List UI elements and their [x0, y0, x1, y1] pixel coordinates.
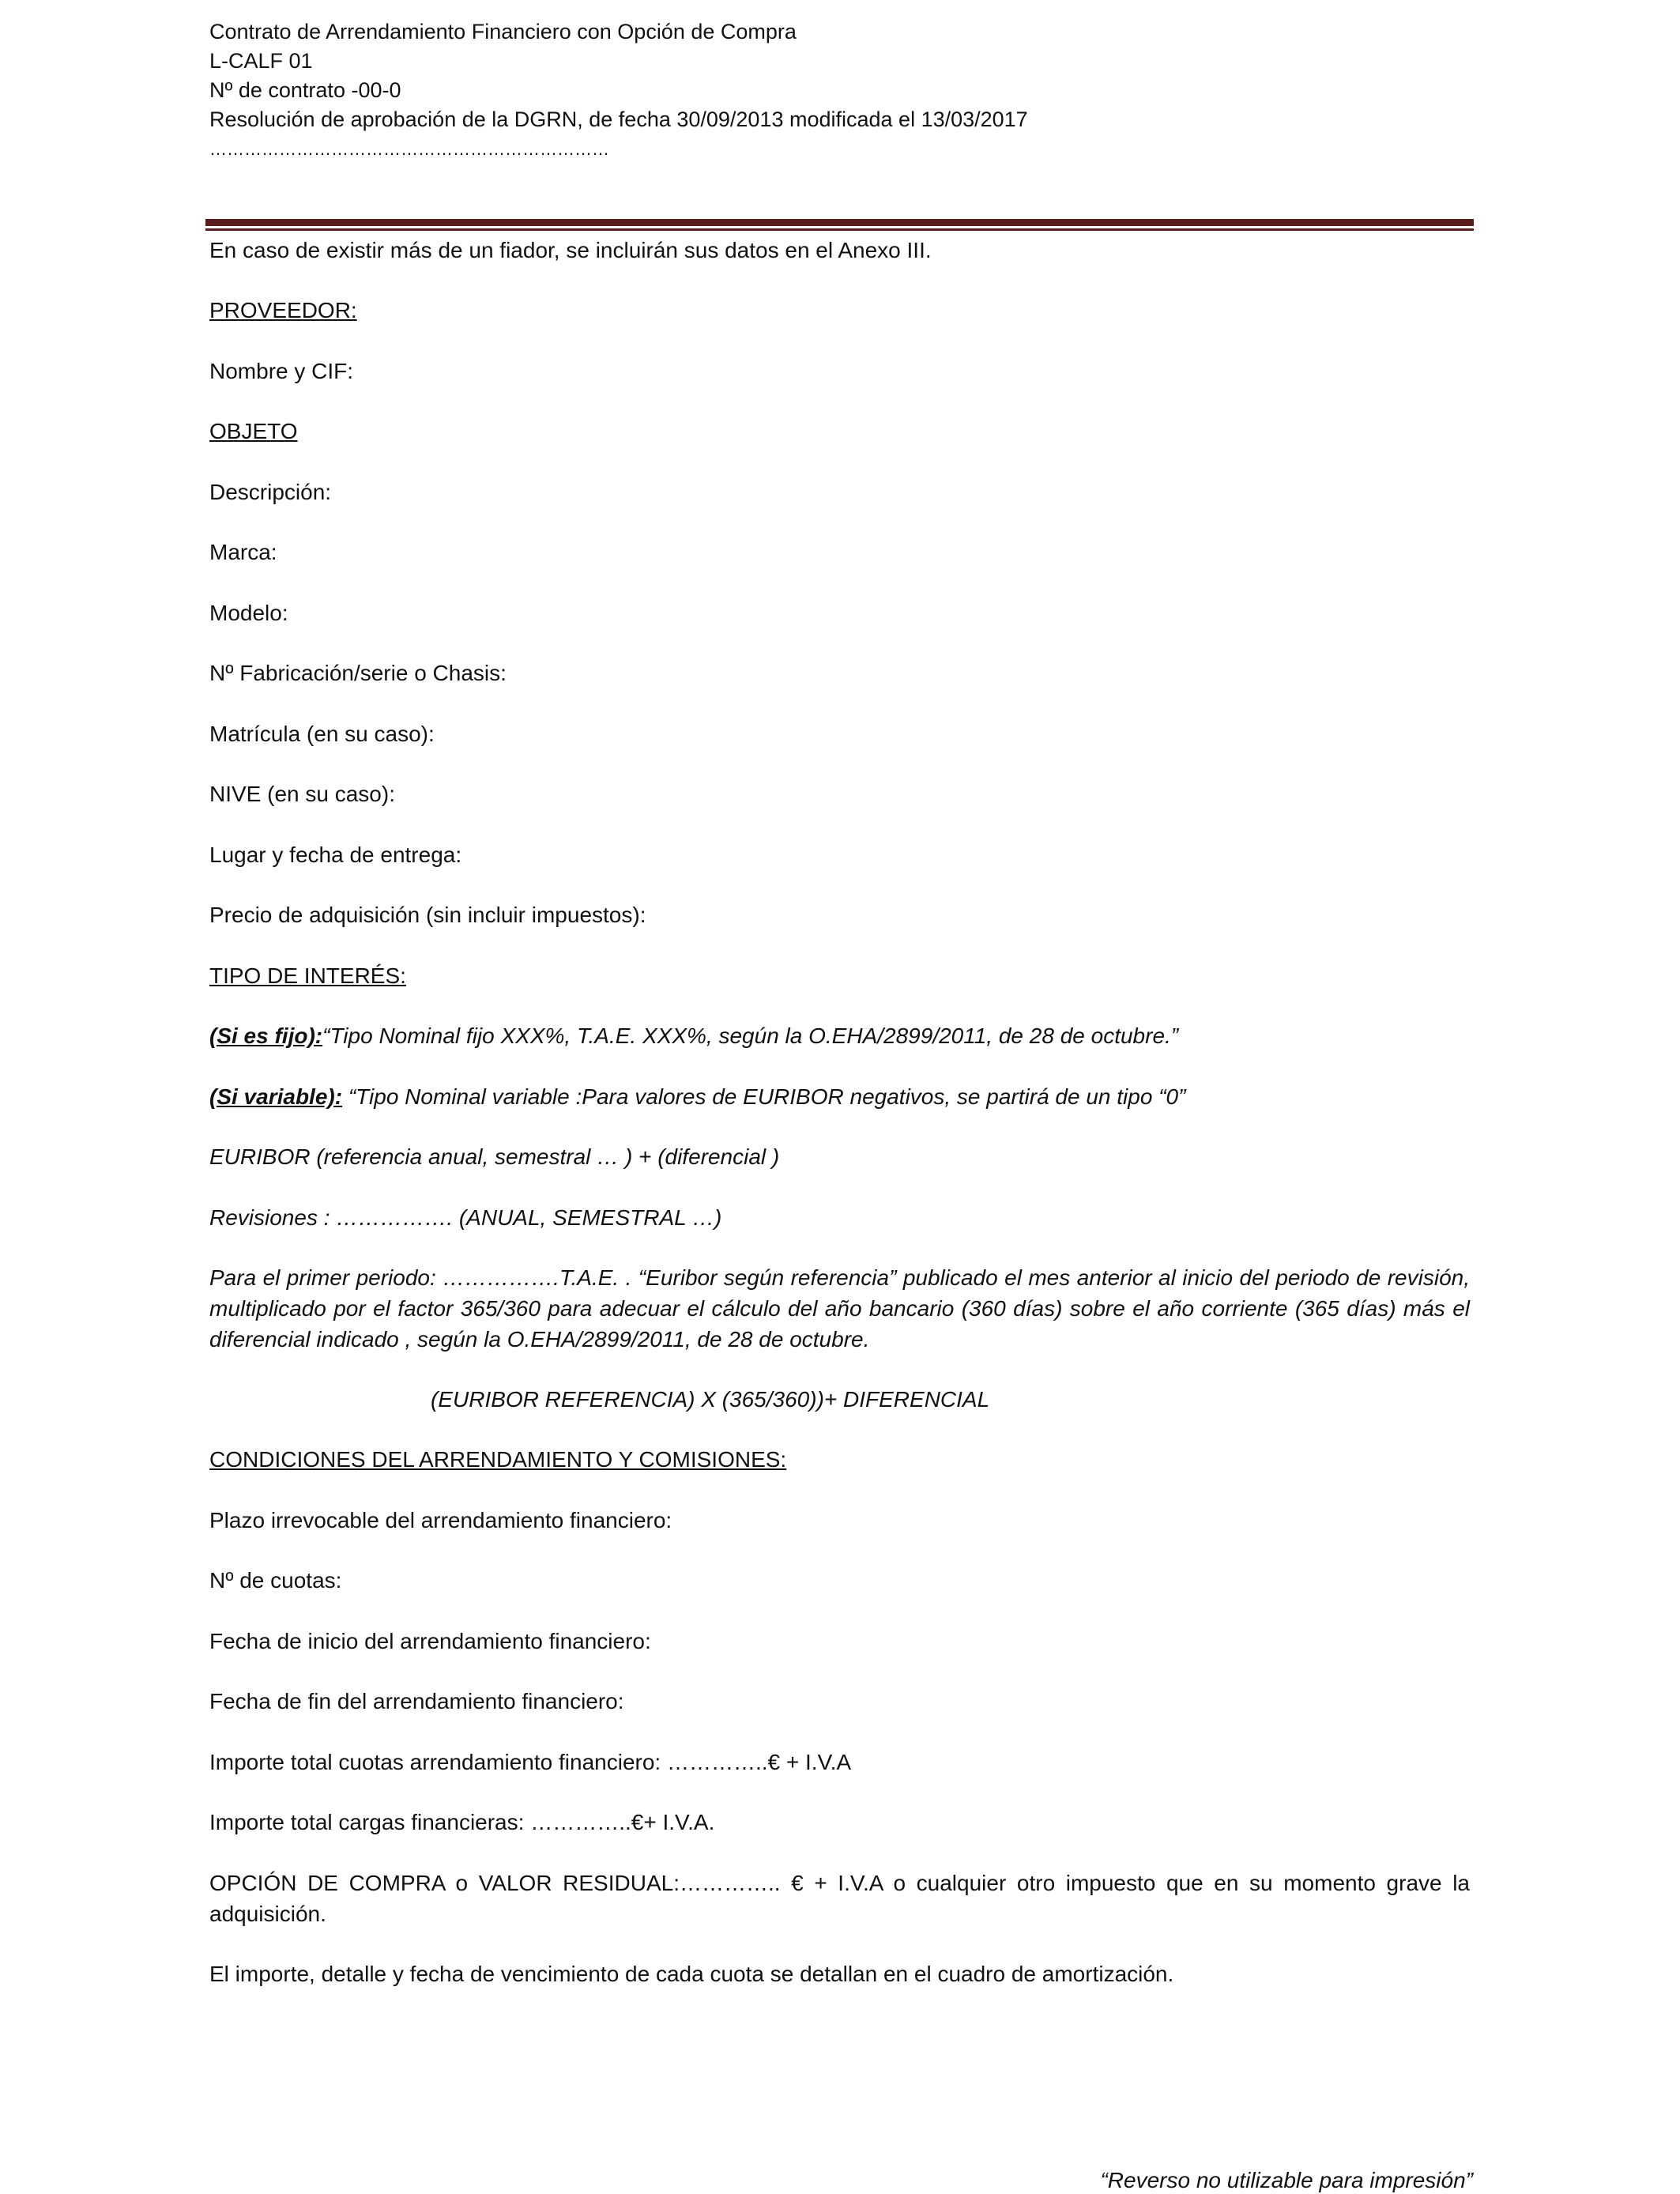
- interes-fijo: [209, 1020, 1470, 1052]
- condiciones-cargas-financieras: Importe total cargas financieras: …………..€+ I.V.A.: [209, 1810, 715, 1834]
- objeto-nive: NIVE (en su caso):: [209, 782, 395, 806]
- objeto-heading: OBJETO: [209, 419, 298, 443]
- objeto-descripcion: Descripción:: [209, 480, 332, 504]
- interes-variable-label: (Si variable):: [209, 1084, 343, 1109]
- header-resolution: Resolución de aprobación de la DGRN, de fecha 30/09/2013 modificada el 13/03/2017: [209, 107, 1028, 131]
- proveedor-heading: PROVEEDOR:: [209, 298, 357, 322]
- fiador-note: [209, 235, 1470, 266]
- divider-thin-line: [205, 228, 1474, 231]
- objeto-precio: Precio de adquisición (sin incluir impuestos):: [209, 903, 646, 927]
- condiciones-importe-cuotas: Importe total cuotas arrendamiento financiero: …………..€ + I.V.A: [209, 1750, 852, 1774]
- proveedor-nombre-cif: Nombre y CIF:: [209, 359, 354, 383]
- interes-formula: (EURIBOR REFERENCIA) X (365/360))+ DIFERENCIAL: [431, 1387, 990, 1412]
- objeto-modelo: Modelo:: [209, 601, 288, 625]
- condiciones-importe-detalle: El importe, detalle y fecha de vencimiento de cada cuota se detallan en el cuadro de amortización.: [209, 1962, 1174, 1986]
- header-contract-code: L-CALF 01: [209, 49, 313, 73]
- objeto-fabricacion: Nº Fabricación/serie o Chasis:: [209, 661, 507, 685]
- fiador-note-suffix: .: [925, 238, 932, 262]
- footer-note: “Reverso no utilizable para impresión”: [1100, 2168, 1473, 2192]
- objeto-lugar-fecha: Lugar y fecha de entrega:: [209, 843, 462, 867]
- objeto-marca: Marca:: [209, 540, 277, 564]
- header-contract-title: Contrato de Arrendamiento Financiero con Opción de Compra: [209, 20, 797, 43]
- divider-thick-line: [205, 219, 1474, 226]
- header-contract-number: Nº de contrato -00-0: [209, 78, 401, 102]
- header-dotted-line: ……………………………………………………………: [209, 139, 609, 159]
- condiciones-fecha-fin: Fecha de fin del arrendamiento financiero:: [209, 1689, 624, 1713]
- interes-fijo-text: “Tipo Nominal fijo XXX%, T.A.E. XXX%, según la O.EHA/2899/2011, de 28 de octubre.”: [322, 1023, 1179, 1048]
- condiciones-plazo: Plazo irrevocable del arrendamiento financiero:: [209, 1508, 672, 1532]
- interes-variable-text: “Tipo Nominal variable :Para valores de EURIBOR negativos, se partirá de un tipo “0”: [342, 1084, 1186, 1109]
- condiciones-heading: CONDICIONES DEL ARRENDAMIENTO Y COMISIONES:: [209, 1447, 787, 1472]
- fiador-note-annex: Anexo III: [838, 238, 925, 262]
- document-header: [209, 17, 1474, 164]
- header-divider: [205, 219, 1474, 232]
- interes-variable: [209, 1081, 1470, 1113]
- interes-fijo-label: (Si es fijo):: [209, 1023, 323, 1048]
- condiciones-opcion-compra: OPCIÓN DE COMPRA o VALOR RESIDUAL:………….. € + I.V.A o cualquier otro impuesto que en su momento grave la adquisición.: [209, 1871, 1470, 1926]
- interes-euribor: EURIBOR (referencia anual, semestral … ) + (diferencial ): [209, 1144, 780, 1169]
- objeto-matricula: Matrícula (en su caso):: [209, 722, 435, 746]
- fiador-note-prefix: En caso de existir más de un fiador, se incluirán sus datos en el: [209, 238, 838, 262]
- interes-heading: TIPO DE INTERÉS:: [209, 963, 406, 988]
- interes-periodo-paragraph: Para el primer periodo: …………….T.A.E. . “Euribor según referencia” publicado el mes anterior al inicio del periodo de revisión, multiplicado por el factor 365/360 para adecuar el cálculo del año bancario (360 días) sobre el año corriente (365 días) más el diferencial indicado , según la O.EHA/2899/2011, de 28 de octubre.: [209, 1265, 1470, 1351]
- interes-revisiones: Revisiones : ……………. (ANUAL, SEMESTRAL …): [209, 1205, 722, 1230]
- condiciones-fecha-inicio: Fecha de inicio del arrendamiento financiero:: [209, 1629, 651, 1653]
- condiciones-cuotas: Nº de cuotas:: [209, 1568, 342, 1593]
